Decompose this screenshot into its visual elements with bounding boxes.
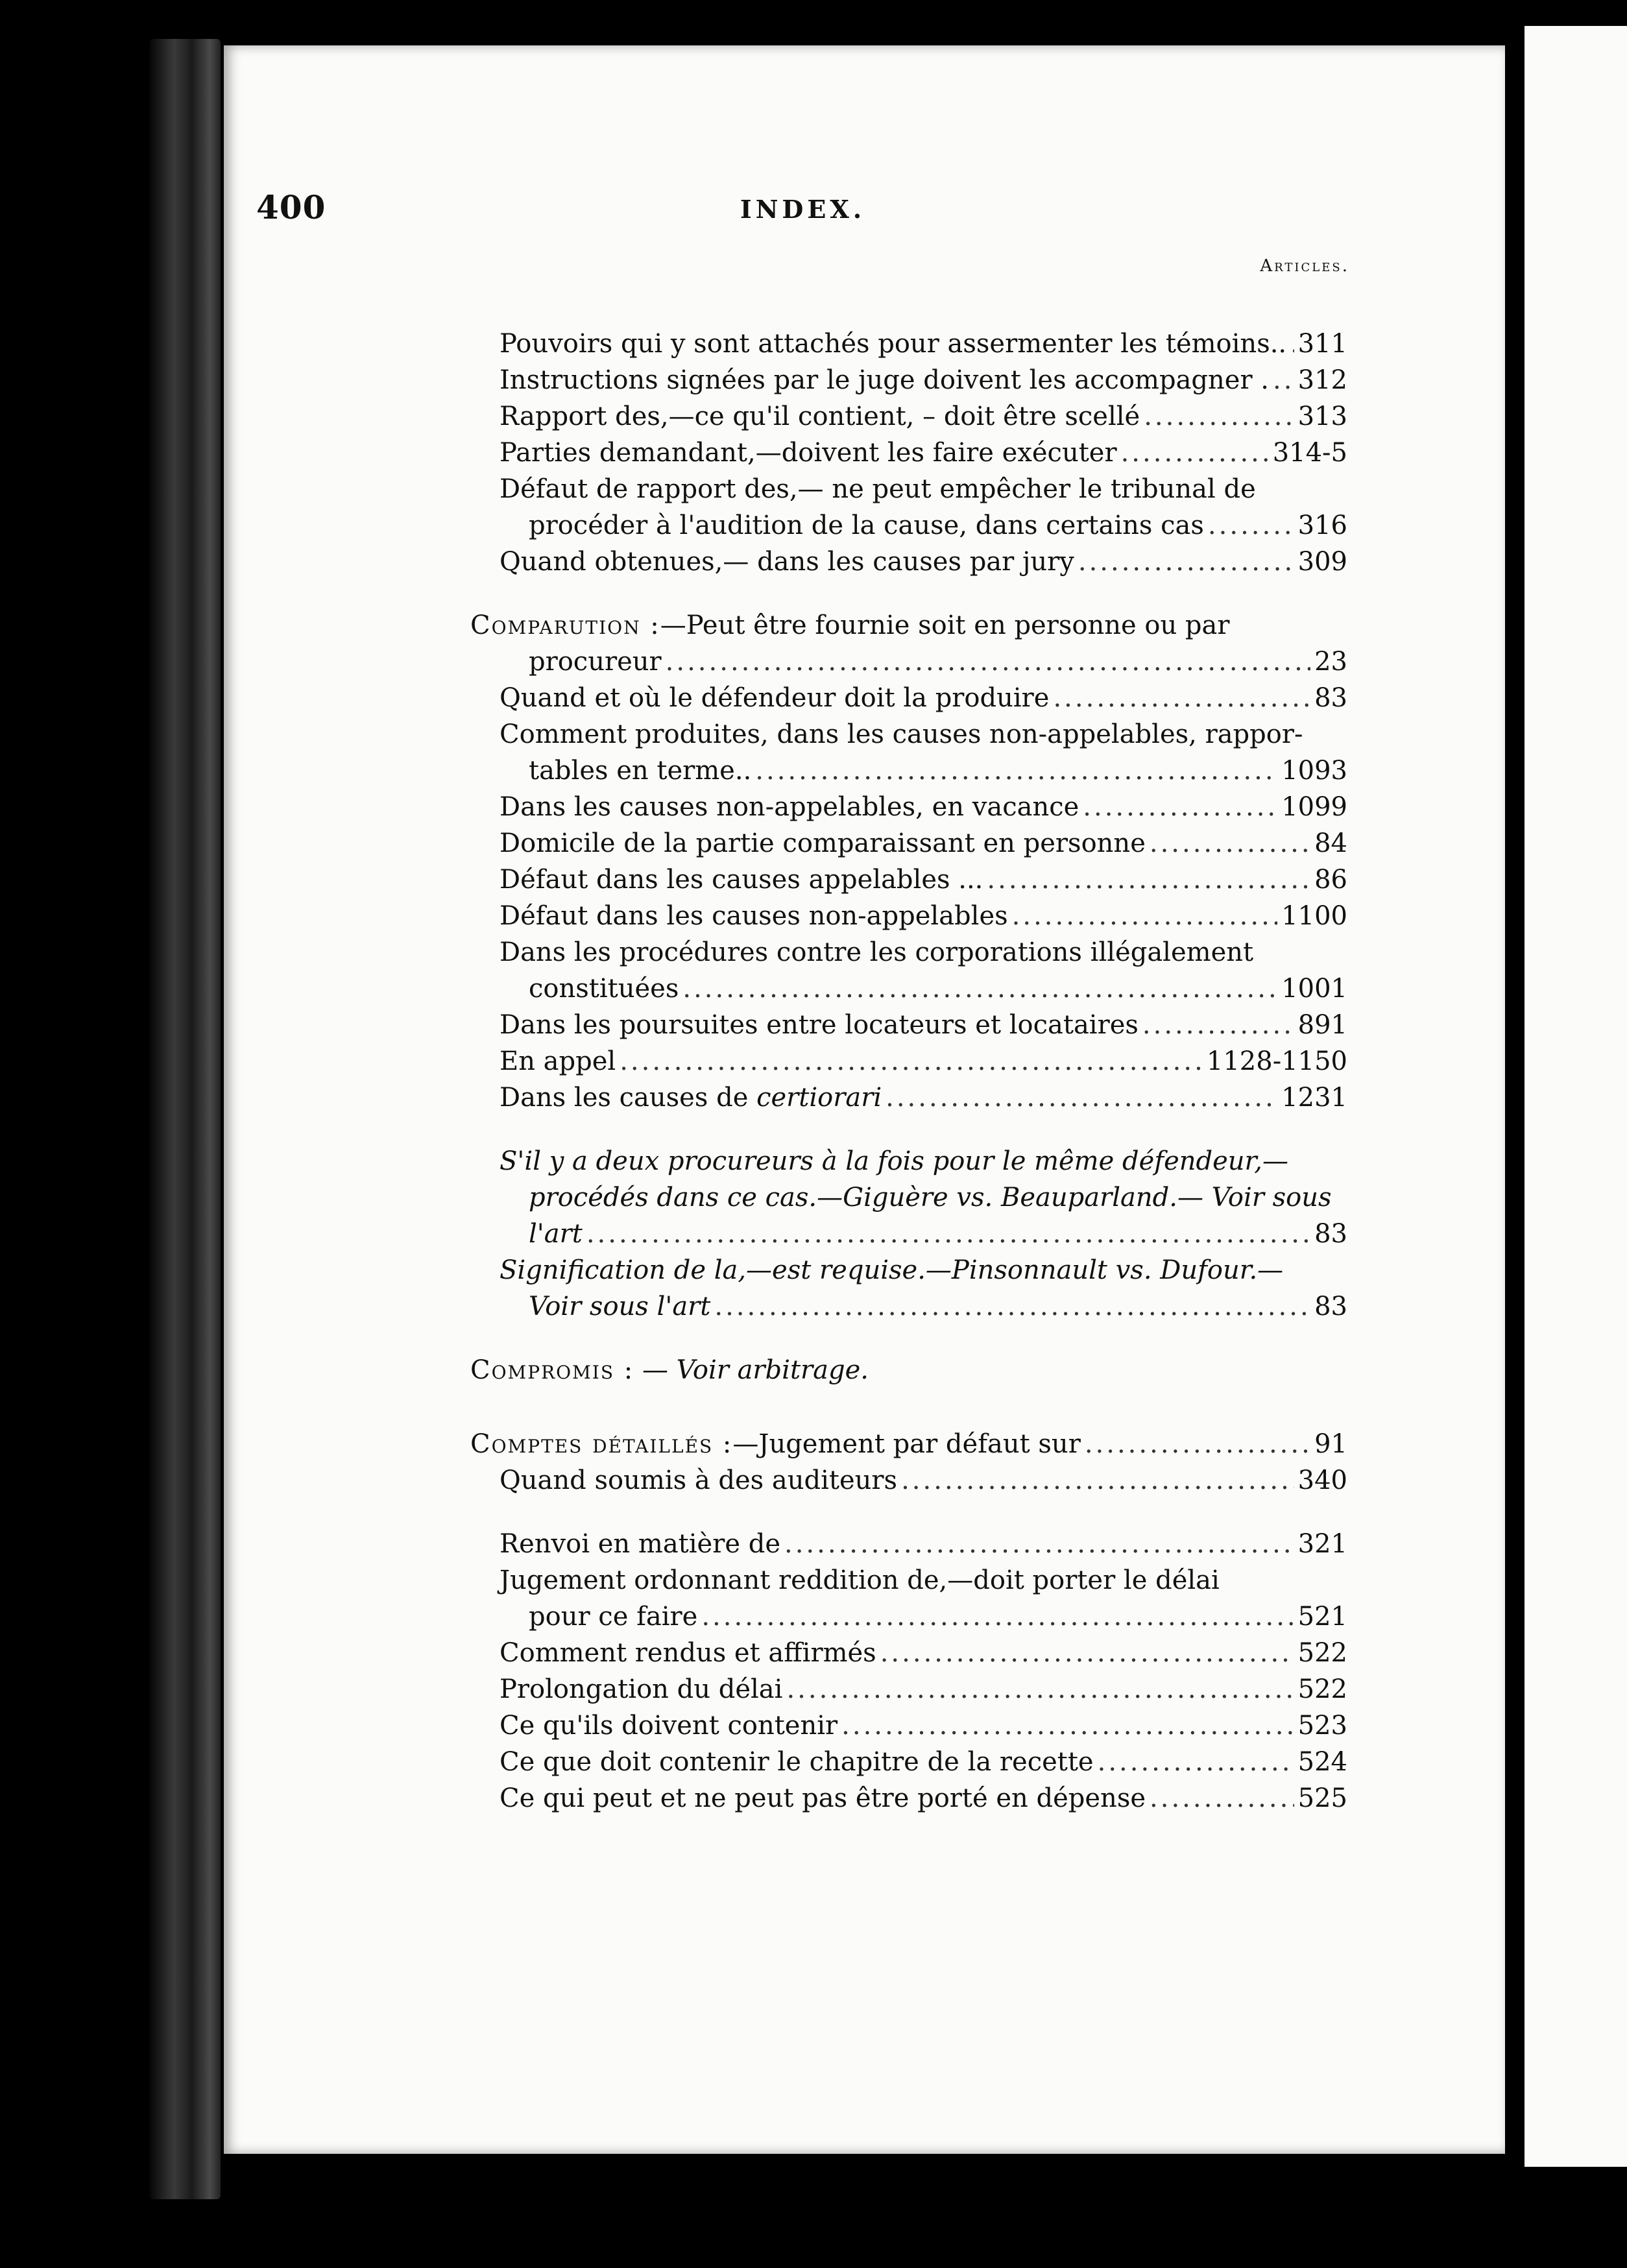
heading-text: —Peut être fournie soit en personne ou par [660, 610, 1230, 640]
entry-ref: 86 [1314, 865, 1347, 895]
entry-ref: 523 [1297, 1711, 1347, 1741]
headword: Comparution : [470, 610, 660, 640]
entry-ref: 311 [1297, 329, 1347, 359]
index-entry [470, 1462, 1347, 1499]
index-entry [470, 362, 1347, 398]
entry-ref: 340 [1297, 1466, 1347, 1495]
case-note-line: S'il y a deux procureurs à la fois pour le même défendeur,— [500, 1146, 1288, 1176]
entry-text: Quand soumis à des auditeurs [500, 1466, 898, 1495]
page-number: 400 [256, 188, 326, 226]
headword: Comptes détaillés : [470, 1429, 733, 1459]
entry-ref: 316 [1297, 511, 1347, 540]
index-entry [470, 1288, 1347, 1325]
index-entry [470, 435, 1347, 471]
index-entry [470, 1007, 1347, 1043]
index-entry [470, 1526, 1347, 1562]
entry-text: Quand et où le défendeur doit la produire [500, 683, 1050, 713]
entry-text: Voir sous l'art [529, 1292, 711, 1321]
entry-text: Domicile de la partie comparaissant en personne [500, 828, 1146, 858]
entry-text: Dans les causes non-appelables, en vacance [500, 792, 1079, 822]
entry-text: Ce qui peut et ne peut pas être porté en dépense [500, 1783, 1146, 1813]
index-entry [470, 898, 1347, 934]
headword: Compromis : [470, 1355, 634, 1385]
entry-ref: 83 [1314, 683, 1347, 713]
case-note-line: procédés dans ce cas.—Giguère vs. Beauparland.— Voir sous [529, 1183, 1332, 1212]
entry-text: Parties demandant,—doivent les faire exécuter [500, 438, 1117, 468]
book-spine [149, 39, 221, 2199]
index-entry [470, 1744, 1347, 1780]
entry-text: Défaut dans les causes appelables ... [500, 865, 983, 895]
entry-ref: 314-5 [1272, 438, 1347, 468]
heading-text: —Jugement par défaut sur [732, 1429, 1081, 1459]
entry-ref: 1100 [1281, 901, 1347, 931]
index-entry [470, 825, 1347, 862]
entry-text: En appel [500, 1046, 616, 1076]
entry-text: Défaut dans les causes non-appelables [500, 901, 1008, 931]
entry-ref: 1001 [1281, 974, 1347, 1004]
entry-ref: 313 [1297, 402, 1347, 431]
page-header [256, 188, 1349, 276]
entry-text: pour ce faire [529, 1602, 698, 1632]
entry-ref: 525 [1297, 1783, 1347, 1813]
entry-ref: 1099 [1281, 792, 1347, 822]
entry-ref: 1231 [1281, 1083, 1347, 1113]
index-entry [470, 544, 1347, 580]
entry-text: constituées [529, 974, 679, 1004]
entry-ref: 91 [1314, 1429, 1347, 1459]
entry-text: tables en terme.. [529, 756, 752, 786]
entry-text-italic: certiorari [756, 1083, 882, 1113]
entry-line: Comment produites, dans les causes non-appelables, rappor- [500, 719, 1303, 749]
entry-line: Jugement ordonnant reddition de,—doit porter le délai [500, 1565, 1220, 1595]
index-entry [470, 1216, 1347, 1252]
entry-ref: 524 [1297, 1747, 1347, 1777]
heading-comparution [470, 607, 1347, 644]
index-entry [470, 1671, 1347, 1707]
entry-text: Ce qu'ils doivent contenir [500, 1711, 838, 1741]
entry-text: Rapport des,—ce qu'il contient, – doit être scellé [500, 402, 1140, 431]
index-entry [470, 789, 1347, 825]
index-entry [470, 753, 1347, 789]
entry-text: Renvoi en matière de [500, 1529, 780, 1559]
entry-text: Prolongation du délai [500, 1674, 783, 1704]
entry-ref: 23 [1314, 647, 1347, 677]
index-entry [470, 1598, 1347, 1635]
entry-ref: 1128-1150 [1206, 1046, 1347, 1076]
index-entry [470, 971, 1347, 1007]
index-entry [470, 1635, 1347, 1671]
facing-page-edge [1525, 26, 1627, 2167]
heading-text: — Voir arbitrage. [642, 1355, 869, 1385]
entry-ref: 309 [1297, 547, 1347, 577]
entry-ref: 83 [1314, 1292, 1347, 1321]
entry-ref: 522 [1297, 1674, 1347, 1704]
heading-compromis [470, 1352, 1347, 1388]
heading-comptes [470, 1426, 1347, 1462]
entry-text: Pouvoirs qui y sont attachés pour assermenter les témoins.. [500, 329, 1287, 359]
index-entry [470, 398, 1347, 435]
entry-line: Dans les procédures contre les corporations illégalement [500, 937, 1254, 967]
index-entry [470, 1080, 1347, 1116]
entry-ref: 321 [1297, 1529, 1347, 1559]
entry-text: procéder à l'audition de la cause, dans certains cas [529, 511, 1204, 540]
entry-text: l'art [529, 1219, 583, 1249]
entry-text [500, 1080, 882, 1116]
entry-text: Instructions signées par le juge doivent les accompagner . [500, 365, 1270, 395]
entry-text: Quand obtenues,— dans les causes par jury [500, 547, 1074, 577]
index-entry [470, 507, 1347, 544]
index-entry [470, 1043, 1347, 1080]
index-entry [470, 326, 1347, 362]
index-entry [470, 680, 1347, 716]
entry-ref: 522 [1297, 1638, 1347, 1668]
entry-ref: 891 [1297, 1010, 1347, 1040]
index-entry [470, 1780, 1347, 1816]
entry-ref: 1093 [1281, 756, 1347, 786]
entry-text: procureur [529, 647, 662, 677]
entry-ref: 83 [1314, 1219, 1347, 1249]
column-label: Articles. [1260, 256, 1349, 276]
entry-text: Dans les poursuites entre locateurs et locataires [500, 1010, 1139, 1040]
case-note-line: Signification de la,—est requise.—Pinsonnault vs. Dufour.— [500, 1255, 1284, 1285]
index-content [470, 326, 1347, 1816]
index-entry [470, 1707, 1347, 1744]
entry-text: Ce que doit contenir le chapitre de la recette [500, 1747, 1094, 1777]
index-entry [470, 862, 1347, 898]
entry-ref: 312 [1297, 365, 1347, 395]
entry-ref: 521 [1297, 1602, 1347, 1632]
entry-text-roman: Dans les causes de [500, 1083, 749, 1113]
index-entry [470, 644, 1347, 680]
running-title: INDEX. [740, 195, 866, 224]
entry-line: Défaut de rapport des,— ne peut empêcher le tribunal de [500, 474, 1256, 504]
entry-ref: 84 [1314, 828, 1347, 858]
entry-text: Comment rendus et affirmés [500, 1638, 876, 1668]
